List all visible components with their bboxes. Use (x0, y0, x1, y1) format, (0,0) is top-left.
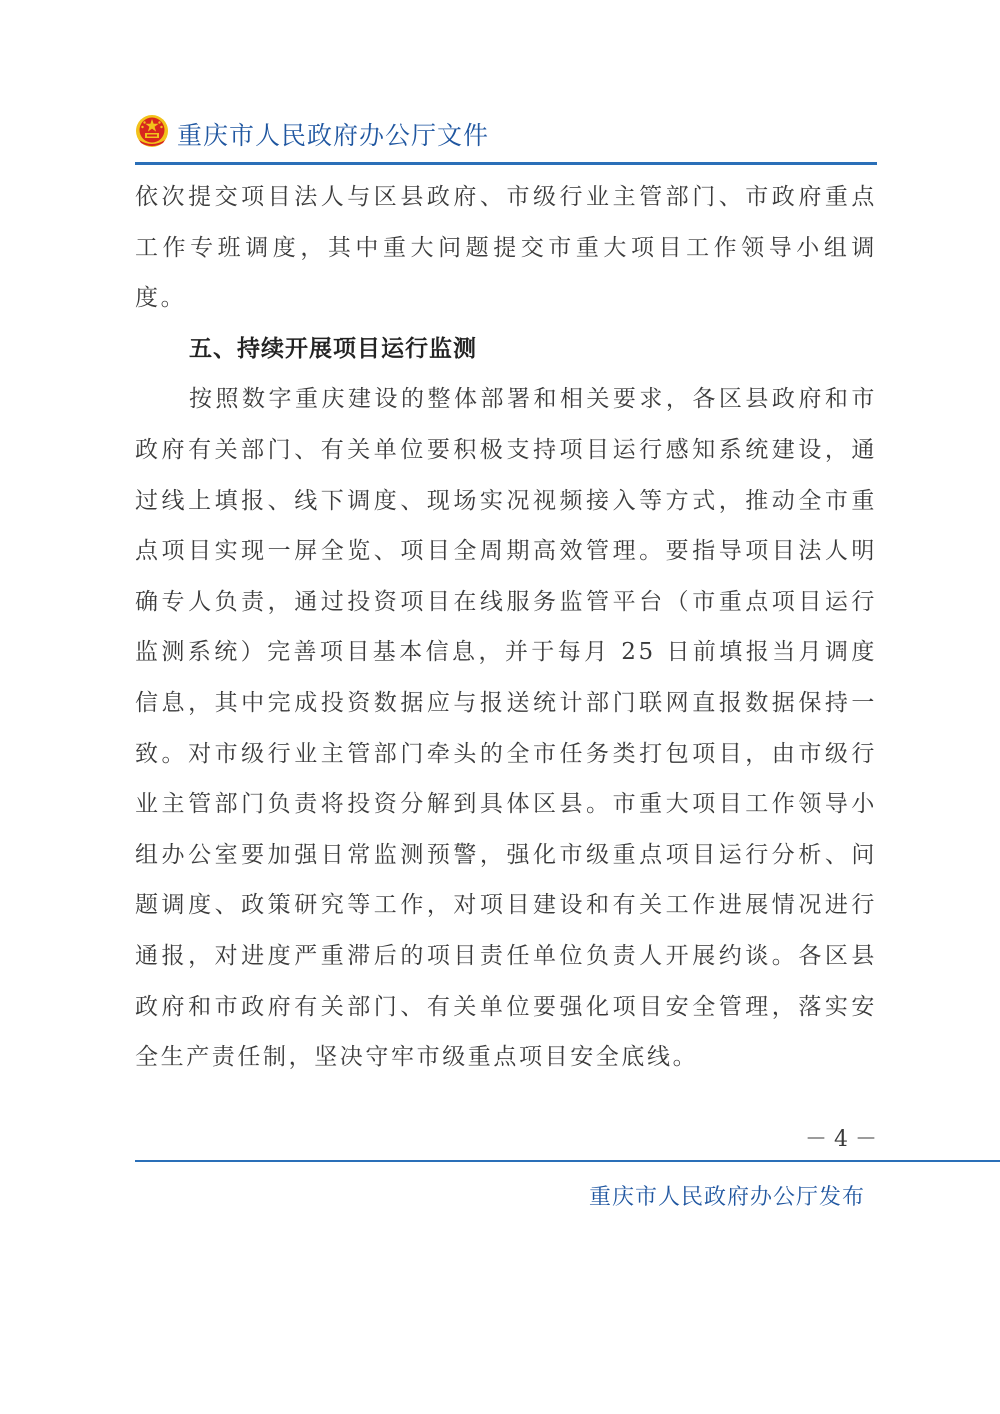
header-divider (135, 162, 877, 165)
document-body (135, 172, 877, 1083)
footer-divider (135, 1160, 1000, 1162)
section-heading: 五、持续开展项目运行监测 (189, 335, 477, 362)
page-number: － 4 － (805, 1127, 877, 1152)
header-title: 重庆市人民政府办公厅文件 (177, 121, 490, 150)
national-emblem-icon (135, 114, 169, 148)
footer-publisher: 重庆市人民政府办公厅发布 (588, 1185, 865, 1210)
continuation-paragraph: 依次提交项目法人与区县政府、市级行业主管部门、市政府重点工作专班调度，其中重大问题提交市重大项目工作领导小组调度。 (135, 184, 877, 312)
document-header (135, 112, 875, 162)
section-paragraph: 按照数字重庆建设的整体部署和相关要求，各区县政府和市政府有关部门、有关单位要积极支持项目运行感知系统建设，通过线上填报、线下调度、现场实况视频接入等方式，推动全市重点项目实现一屏全览、项目全周期高效管理。要指导项目法人明确专人负责，通过投资项目在线服务监管平台（市重点项目运行监测系统）完善项目基本信息，并于每月 25 日前填报当月调度信息，其中完成投资数据应与报送统计部门联网直报数据保持一致。对市级行业主管部门牵头的全市任务类打包项目，由市级行业主管部门负责将投资分解到具体区县。市重大项目工作领导小组办公室要加强日常监测预警，强化市级重点项目运行分析、问题调度、政策研究等工作，对项目建设和有关工作进展情况进行通报，对进度严重滞后的项目责任单位负责人开展约谈。各区县政府和市政府有关部门、有关单位要强化项目安全管理，落实安全生产责任制，坚决守牢市级重点项目安全底线。 (135, 386, 877, 1071)
